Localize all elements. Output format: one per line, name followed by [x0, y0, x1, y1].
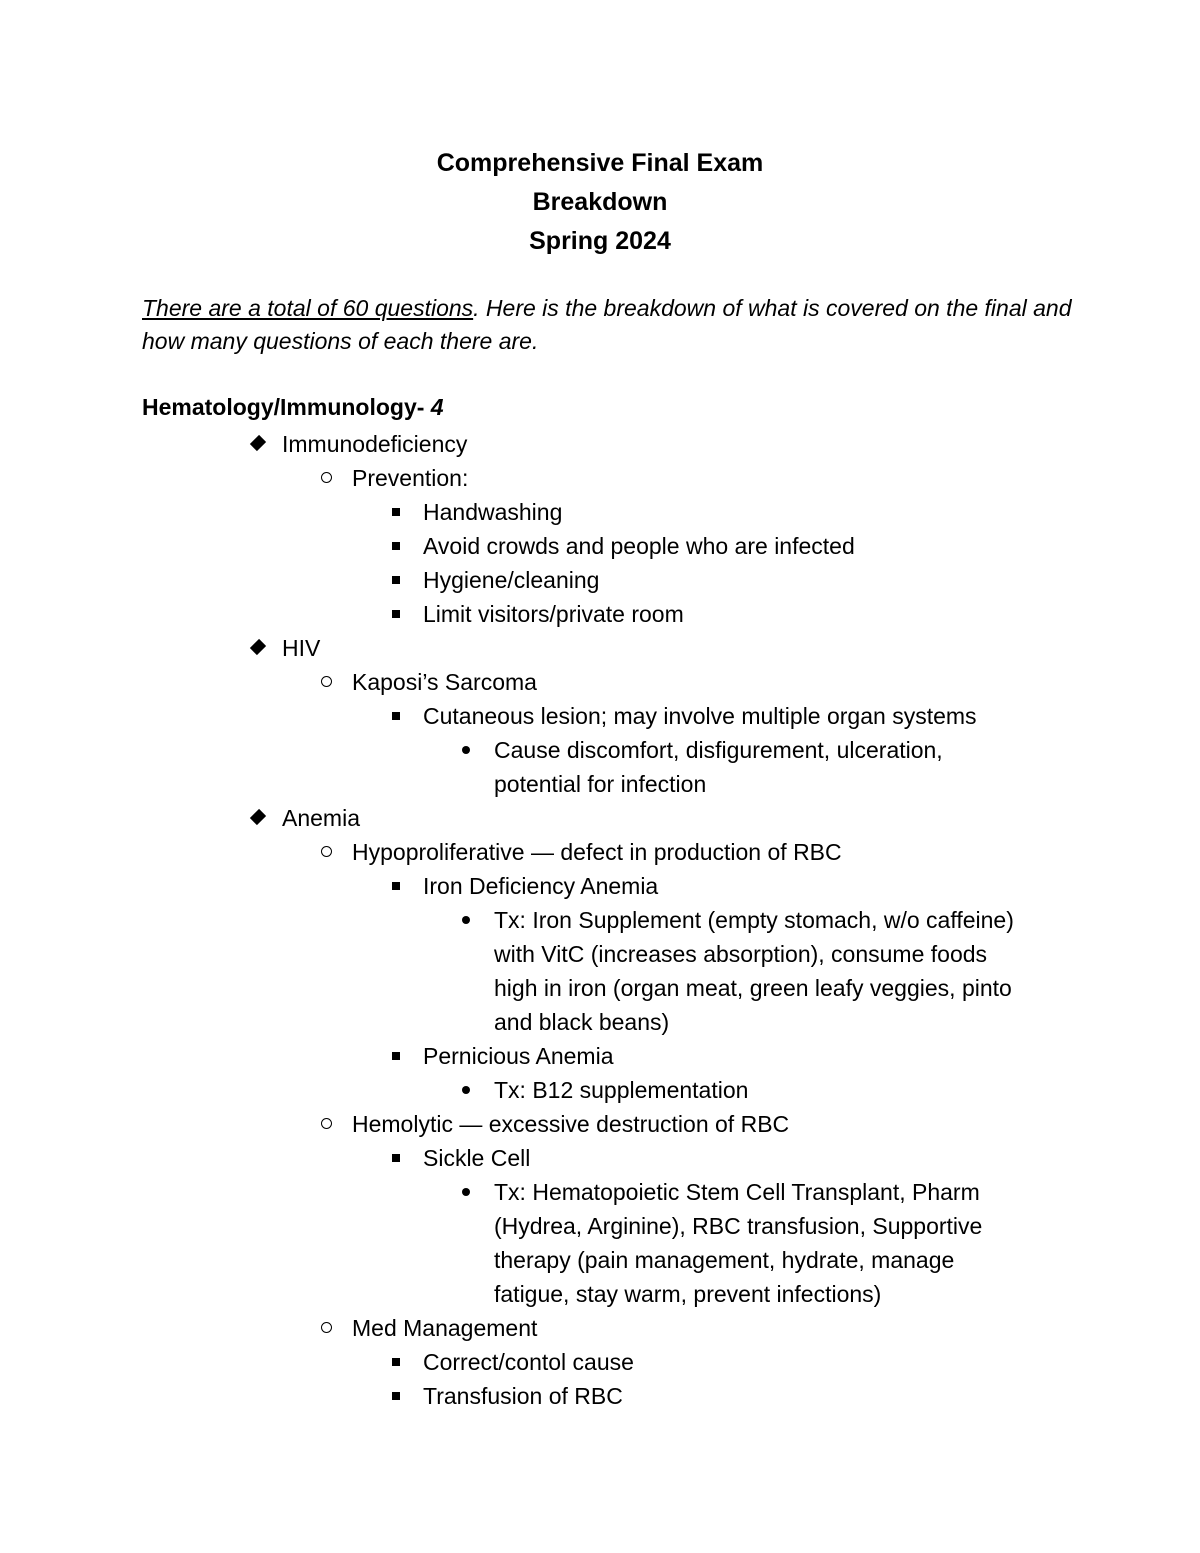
list-item [0, 699, 1200, 733]
list-item [0, 1345, 1200, 1379]
dot-bullet-icon [456, 733, 476, 767]
dot-bullet-icon [456, 1175, 476, 1209]
item-handwashing: Handwashing [423, 499, 563, 525]
list-item [0, 835, 1200, 869]
list-item [0, 1175, 1200, 1311]
square-bullet-icon [386, 495, 406, 529]
section-heading [142, 394, 444, 421]
item-cause-discomfort: Cause discomfort, disfigurement, ulceration, potential for infection [494, 737, 943, 797]
square-bullet-icon [386, 699, 406, 733]
list-item [0, 869, 1200, 903]
document-title [0, 144, 1200, 261]
list-item [0, 801, 1200, 835]
title-line-3: Spring 2024 [529, 227, 671, 255]
square-bullet-icon [386, 1141, 406, 1175]
item-hypoproliferative: Hypoproliferative — defect in production of RBC [352, 839, 842, 865]
list-item [0, 631, 1200, 665]
diamond-bullet-icon [248, 427, 268, 461]
list-item [0, 665, 1200, 699]
item-correct-cause: Correct/contol cause [423, 1349, 634, 1375]
item-transfusion: Transfusion of RBC [423, 1383, 623, 1409]
list-item [0, 427, 1200, 461]
item-kaposi: Kaposi’s Sarcoma [352, 669, 537, 695]
dot-bullet-icon [456, 903, 476, 937]
square-bullet-icon [386, 1039, 406, 1073]
intro-underlined: There are a total of 60 questions [142, 295, 474, 321]
list-item [0, 903, 1200, 1039]
item-med-management: Med Management [352, 1315, 538, 1341]
title-line-1: Comprehensive Final Exam [436, 149, 764, 177]
title-line-2: Breakdown [532, 188, 668, 216]
list-item [0, 597, 1200, 631]
intro-rest: . Here is the breakdown of what is covered on the final and how many questions of each there are. [142, 295, 1072, 354]
square-bullet-icon [386, 597, 406, 631]
item-sickle-tx: Tx: Hematopoietic Stem Cell Transplant, Pharm (Hydrea, Arginine), RBC transfusion, Supportive therapy (pain management, hydrate, manage fatigue, stay warm, prevent infections) [494, 1179, 983, 1307]
item-iron-deficiency: Iron Deficiency Anemia [423, 873, 659, 899]
item-cutaneous: Cutaneous lesion; may involve multiple organ systems [423, 703, 977, 729]
list-item [0, 1311, 1200, 1345]
square-bullet-icon [386, 529, 406, 563]
list-item [0, 495, 1200, 529]
dot-bullet-icon [456, 1073, 476, 1107]
item-iron-tx: Tx: Iron Supplement (empty stomach, w/o caffeine) with VitC (increases absorption), consume foods high in iron (organ meat, green leafy veggies, pinto and black beans) [494, 907, 1014, 1035]
section-count: 4 [430, 394, 444, 420]
square-bullet-icon [386, 1379, 406, 1413]
item-pernicious: Pernicious Anemia [423, 1043, 614, 1069]
circle-bullet-icon [316, 1107, 336, 1141]
square-bullet-icon [386, 869, 406, 903]
intro-paragraph [142, 292, 1082, 358]
item-prevention: Prevention: [352, 465, 469, 491]
diamond-bullet-icon [248, 631, 268, 665]
list-item [0, 1141, 1200, 1175]
circle-bullet-icon [316, 665, 336, 699]
item-immunodeficiency: Immunodeficiency [282, 431, 468, 457]
circle-bullet-icon [316, 461, 336, 495]
list-item [0, 733, 1200, 801]
item-limit-visitors: Limit visitors/private room [423, 601, 684, 627]
list-item [0, 1039, 1200, 1073]
list-item [0, 1107, 1200, 1141]
topic-outline [0, 427, 1200, 1413]
circle-bullet-icon [316, 1311, 336, 1345]
item-anemia: Anemia [282, 805, 360, 831]
item-hygiene: Hygiene/cleaning [423, 567, 600, 593]
item-sickle-cell: Sickle Cell [423, 1145, 531, 1171]
diamond-bullet-icon [248, 801, 268, 835]
list-item [0, 461, 1200, 495]
list-item [0, 563, 1200, 597]
list-item [0, 529, 1200, 563]
list-item [0, 1379, 1200, 1413]
section-name: Hematology/Immunology- [142, 394, 431, 420]
item-hemolytic: Hemolytic — excessive destruction of RBC [352, 1111, 790, 1137]
item-b12-tx: Tx: B12 supplementation [494, 1077, 749, 1103]
item-hiv: HIV [282, 635, 321, 661]
circle-bullet-icon [316, 835, 336, 869]
list-item [0, 1073, 1200, 1107]
square-bullet-icon [386, 1345, 406, 1379]
square-bullet-icon [386, 563, 406, 597]
item-avoid-crowds: Avoid crowds and people who are infected [423, 533, 855, 559]
